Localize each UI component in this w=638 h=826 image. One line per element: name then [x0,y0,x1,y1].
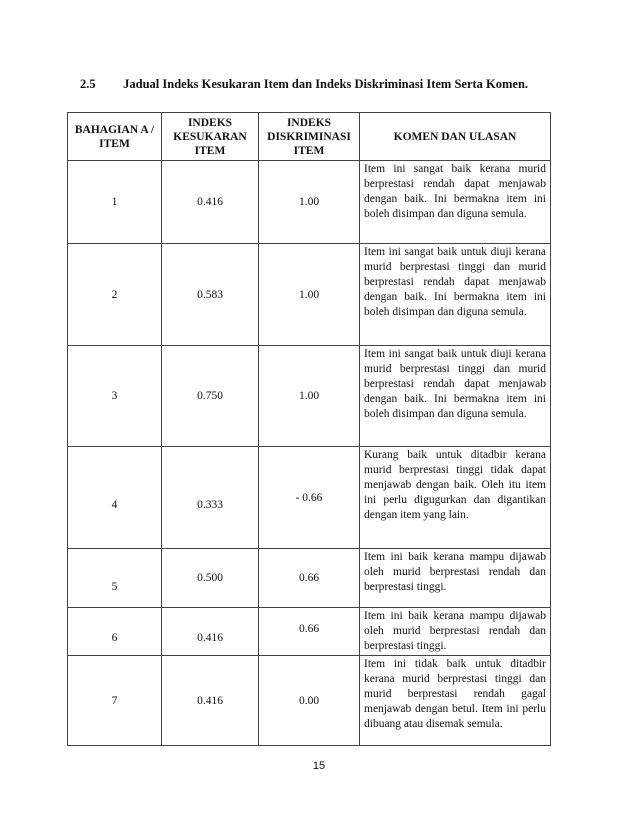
section-title: Jadual Indeks Kesukaran Item dan Indeks Diskriminasi Item Serta Komen. [123,77,529,91]
discrimination-index: 1.00 [259,346,360,447]
discrimination-index: 0.66 [259,549,360,608]
table-row [68,656,551,746]
item-number: 3 [68,346,162,447]
page-number: 15 [312,760,326,772]
comment: Kurang baik untuk ditadbir kerana murid berprestasi tinggi tidak dapat menjawab dengan baik. Oleh itu item ini perlu digugurkan dan digantikan dengan item yang lain. [360,447,551,549]
table-row [68,244,551,346]
header-bahagian: BAHAGIAN A / ITEM [68,113,162,161]
difficulty-index: 0.333 [162,447,259,549]
item-number: 6 [68,608,162,656]
item-number: 2 [68,244,162,346]
item-number: 5 [68,549,162,608]
comment: Item ini tidak baik untuk ditadbir kerana murid berprestasi tinggi dan murid berprestasi rendah gagal menjawab dengan betul. Item ini perlu dibuang atau disemak semula. [360,656,551,746]
difficulty-index: 0.500 [162,549,259,608]
header-komen: KOMEN DAN ULASAN [360,113,551,161]
header-diskriminasi: INDEKS DISKRIMINASI ITEM [259,113,360,161]
table-header-row [68,113,551,161]
section-heading [80,77,600,92]
section-number: 2.5 [80,77,96,91]
header-kesukaran: INDEKS KESUKARAN ITEM [162,113,259,161]
comment: Item ini baik kerana mampu dijawab oleh murid berprestasi rendah dan berprestasi tinggi. [360,608,551,656]
discrimination-index: - 0.66 [259,447,360,549]
item-number: 7 [68,656,162,746]
table-row [68,346,551,447]
table-row [68,447,551,549]
item-number: 1 [68,161,162,244]
difficulty-index: 0.416 [162,608,259,656]
item-analysis-table [67,112,551,746]
comment: Item ini sangat baik kerana murid berprestasi rendah dapat menjawab dengan baik. Ini bermakna item ini boleh disimpan dan diguna semula. [360,161,551,244]
discrimination-index: 0.00 [259,656,360,746]
difficulty-index: 0.416 [162,161,259,244]
item-number: 4 [68,447,162,549]
table-row [68,549,551,608]
difficulty-index: 0.750 [162,346,259,447]
difficulty-index: 0.416 [162,656,259,746]
comment: Item ini sangat baik untuk diuji kerana murid berprestasi tinggi dan murid berprestasi rendah dapat menjawab dengan baik. Ini bermakna item ini boleh disimpan dan diguna semula. [360,346,551,447]
table-row [68,608,551,656]
discrimination-index: 1.00 [259,161,360,244]
difficulty-index: 0.583 [162,244,259,346]
discrimination-index: 0.66 [259,608,360,656]
comment: Item ini sangat baik untuk diuji kerana murid berprestasi tinggi dan murid berprestasi rendah dapat menjawab dengan baik. Ini bermakna item ini boleh disimpan dan diguna semula. [360,244,551,346]
discrimination-index: 1.00 [259,244,360,346]
table-row [68,161,551,244]
comment: Item ini baik kerana mampu dijawab oleh murid berprestasi rendah dan berprestasi tinggi. [360,549,551,608]
